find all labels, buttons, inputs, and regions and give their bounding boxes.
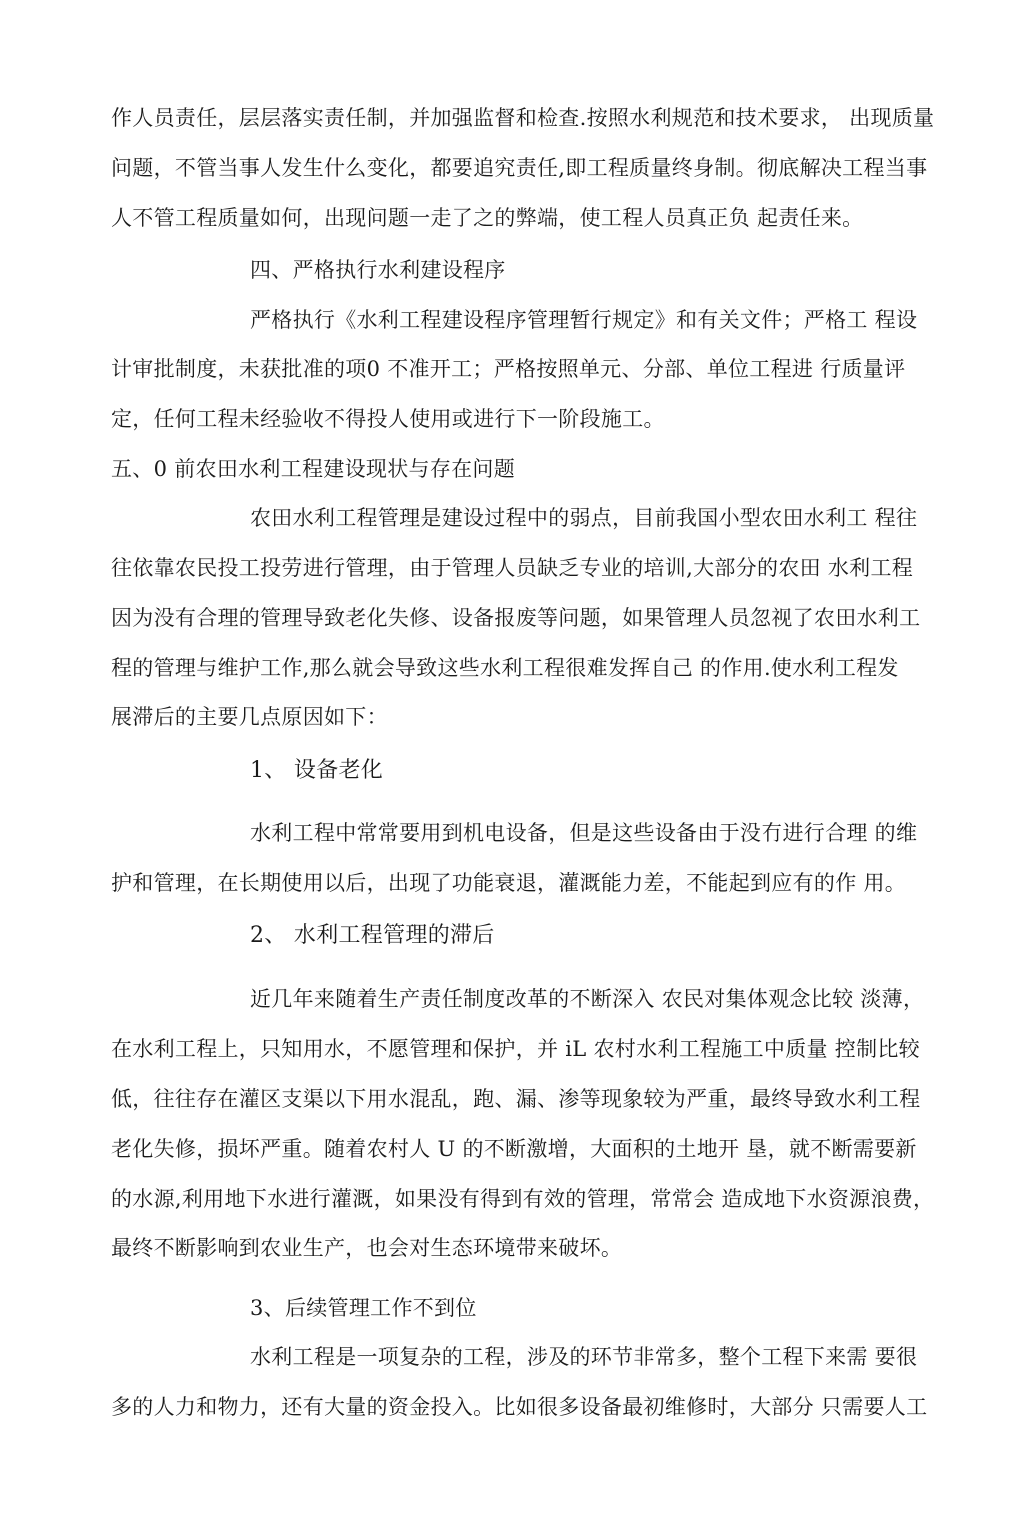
paragraph-line: 定，任何工程未经验收不得投人使用或进行下一阶段施工。 (111, 407, 665, 431)
paragraph-line: 水利工程是一项复杂的工程，涉及的环节非常多，整个工程下来需 要很 (250, 1345, 918, 1369)
paragraph-line: 作人员责任，层层落实责任制，并加强监督和检查.按照水利规范和技术要求， 出现质量 (111, 106, 935, 130)
paragraph-line: 水利工程中常常要用到机电设备，但是这些设备由于没冇进行合理 的维 (250, 821, 918, 845)
paragraph-line: 严格执行《水利工程建设程序管理暂行规定》和有关文件；严格工 程设 (250, 308, 918, 332)
paragraph-line: 问题，不管当事人发生什么变化，都要追究责任,即工程质量终身制。彻底解决工程当事 (111, 156, 928, 180)
paragraph-line: 多的人力和物力，还有大量的资金投入。比如很多设备最初维修时，大部分 只需要人工 (111, 1395, 928, 1419)
paragraph-line: 护和管理，在长期使用以后，出现了功能衰退，灌溉能力差，不能起到应有的作 用。 (111, 871, 907, 895)
section-heading: 四、严格执行水利建设程序 (250, 258, 506, 282)
subsection-heading: 2、 水利工程管理的滞后 (250, 923, 495, 948)
paragraph-line: 在水利工程上，只知用水，不愿管理和保护，并 iL 农村水利工程施工中质量 控制比较 (111, 1037, 920, 1061)
paragraph-line: 因为没有合理的管理导致老化失修、设备报废等问题，如果管理人员忽视了农田水利工 (111, 606, 921, 630)
paragraph-line: 展滞后的主要几点原因如下： (111, 705, 388, 729)
paragraph-line: 计审批制度，未获批准的项0 不准开工；严格按照单元、分部、单位工程进 行质量评 (111, 357, 906, 381)
paragraph-line: 人不管工程质量如何，出现问题一走了之的弊端，使工程人员真正负 起责任来。 (111, 206, 864, 230)
paragraph-line: 老化失修，损坏严重。随着农村人 U 的不断激增，大面积的土地开 垦，就不断需要新 (111, 1137, 917, 1161)
section-heading: 五、0 前农田水利工程建设现状与存在问题 (111, 457, 516, 481)
paragraph-line: 往依靠农民投工投劳进行管理，由于管理人员缺乏专业的培训,大部分的农田 水利工程 (111, 556, 914, 580)
paragraph-line: 近几年来随着生产责任制度改革的不断深入 农民对集体观念比较 淡薄， (250, 987, 925, 1011)
subsection-heading: 3、后续管理工作不到位 (250, 1296, 477, 1320)
subsection-heading: 1、 设备老化 (250, 758, 384, 783)
paragraph-line: 最终不断影响到农业生产，也会对生态环境带来破坏。 (111, 1236, 623, 1260)
paragraph-line: 程的管理与维护工作,那么就会导致这些水利工程很难发挥自己 的作用.使水利工程发 (111, 656, 899, 680)
paragraph-line: 农田水利工程管理是建设过程中的弱点，目前我国小型农田水利工 程往 (250, 506, 918, 530)
paragraph-line: 的水源,利用地下水进行灌溉，如果没有得到有效的管理，常常会 造成地下水资源浪费， (111, 1187, 935, 1211)
paragraph-line: 低，往往存在灌区支渠以下用水混乱，跑、漏、渗等现象较为严重，最终导致水利工程 (111, 1087, 921, 1111)
